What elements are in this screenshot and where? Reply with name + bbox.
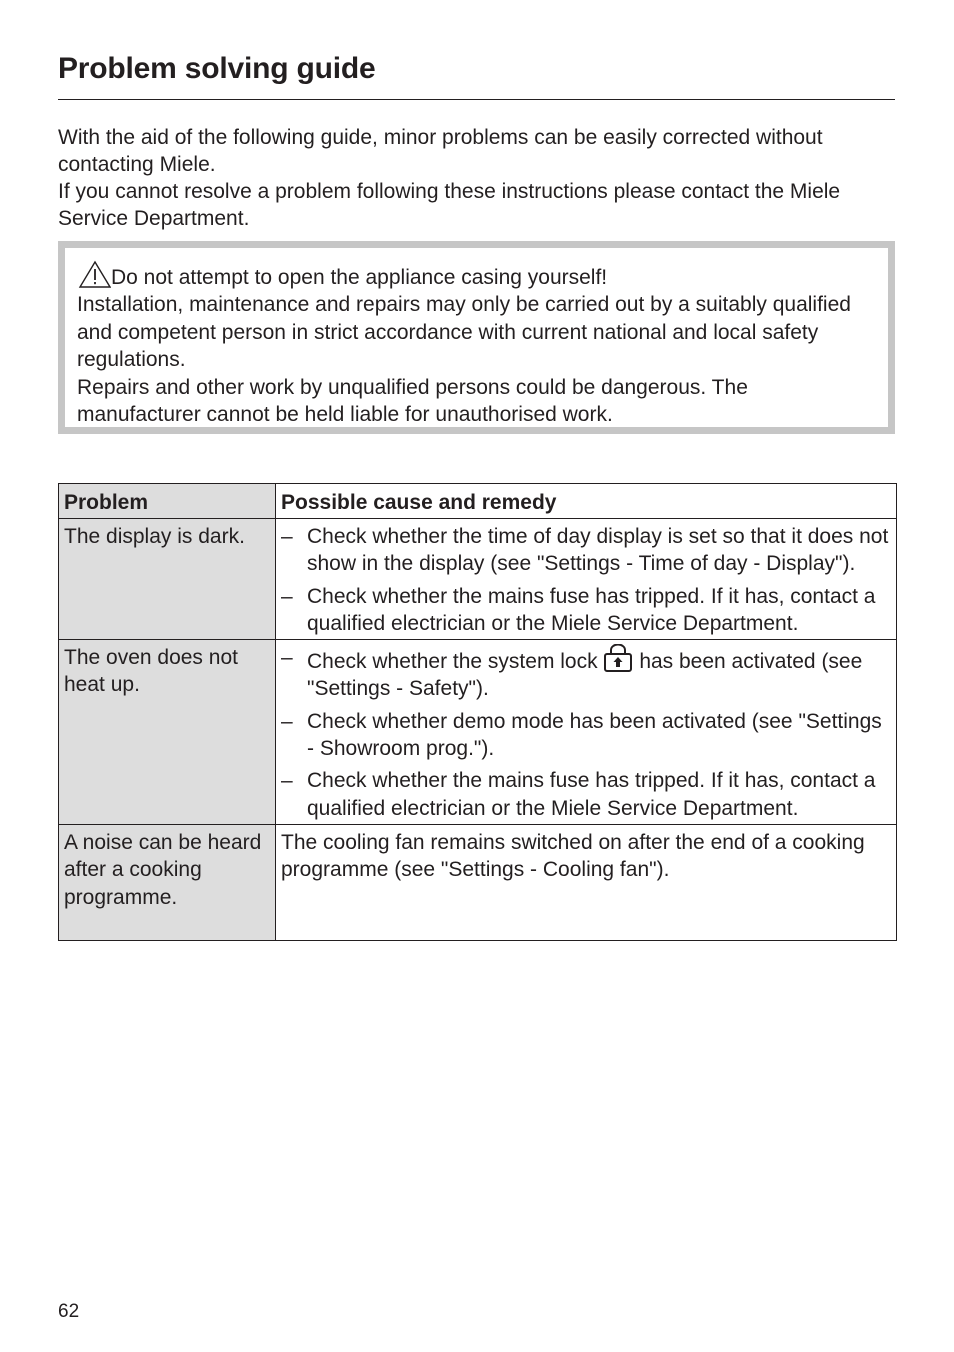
remedy-item [281, 708, 890, 763]
header-problem: Problem [59, 484, 276, 519]
warning-triangle-icon [77, 260, 111, 288]
remedy-text-before-icon: Check whether the system lock [307, 650, 598, 674]
remedy-item [281, 583, 890, 638]
page-number: 62 [58, 1301, 80, 1322]
remedy-cell [276, 519, 897, 640]
remedy-text: Check whether the mains fuse has tripped. If it has, contact a qualified electrician or the Miele Service Department. [307, 584, 876, 635]
table-header-row [59, 484, 897, 519]
warning-paragraph-1: Installation, maintenance and repairs may only be carried out by a suitably qualified and competent person in strict accordance with current national and local safety regulations. [77, 293, 851, 372]
dash-bullet: – [281, 709, 293, 733]
page-title: Problem solving guide [58, 52, 376, 85]
remedy-text: Check whether the time of day display is set so that it does not show in the display (see "Settings - Time of day - Display"). [307, 525, 889, 576]
intro-line-2: If you cannot resolve a problem following these instructions please contact the Miele Service Department. [58, 180, 841, 230]
remedy-cell [276, 824, 897, 940]
dash-bullet: – [281, 584, 293, 608]
warning-heading-line [77, 260, 877, 291]
remedy-text: The cooling fan remains switched on after the end of a cooking programme (see "Settings - Cooling fan"). [281, 830, 865, 882]
dash-bullet: – [281, 769, 293, 793]
problem-cell: The display is dark. [59, 519, 276, 640]
intro-line-1: With the aid of the following guide, minor problems can be easily corrected without contacting Miele. [58, 126, 823, 176]
remedy-list [281, 523, 890, 637]
remedy-text: Check whether demo mode has been activated (see "Settings - Showroom prog."). [307, 709, 882, 761]
problem-table [58, 483, 897, 941]
system-lock-icon [603, 644, 633, 672]
remedy-item [281, 523, 890, 578]
remedy-list [281, 644, 890, 822]
dash-bullet: – [281, 646, 293, 670]
problem-cell: The oven does not heat up. [59, 640, 276, 825]
remedy-text: Check whether the mains fuse has tripped. If it has, contact a qualified electrician or the Miele Service Department. [307, 769, 876, 820]
header-remedy: Possible cause and remedy [276, 484, 897, 519]
warning-heading: Do not attempt to open the appliance casing yourself! [111, 266, 608, 289]
remedy-text-after-icon: has been activated (see "Settings - Safety"). [307, 650, 863, 701]
problem-cell: A noise can be heard after a cooking programme. [59, 824, 276, 940]
table-row [59, 824, 897, 940]
table-row [59, 519, 897, 640]
remedy-cell [276, 640, 897, 825]
warning-box [58, 241, 895, 434]
warning-paragraph-2: Repairs and other work by unqualified persons could be dangerous. The manufacturer cannot be held liable for unauthorised work. [77, 375, 748, 427]
table-row [59, 640, 897, 825]
intro-text [58, 124, 895, 232]
remedy-item [281, 644, 890, 703]
remedy-item [281, 767, 890, 822]
title-rule [58, 99, 895, 100]
dash-bullet: – [281, 525, 293, 548]
